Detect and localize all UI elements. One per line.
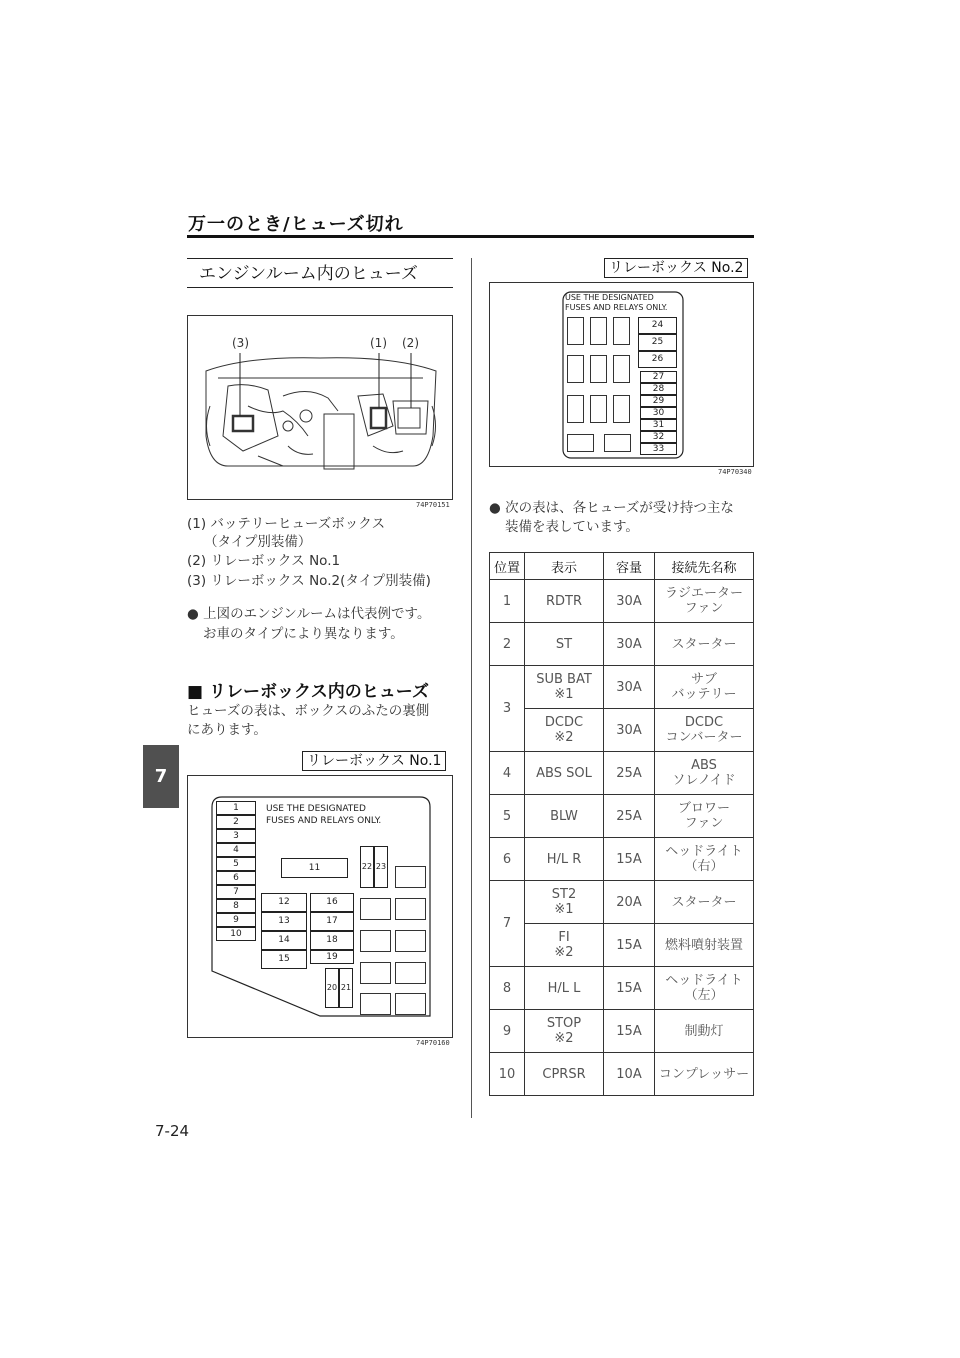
engine-section-title: エンジンルーム内のヒューズ — [187, 258, 453, 288]
relay2-fuse-33: 33 — [640, 443, 677, 455]
cell-label: FI ※2 — [525, 924, 604, 967]
cell-position: 5 — [490, 795, 525, 838]
cell-position: 10 — [490, 1053, 525, 1096]
cell-destination: ブロワー ファン — [655, 795, 754, 838]
header-label: 表示 — [525, 553, 604, 580]
relay1-fuse-4: 4 — [216, 843, 256, 857]
relay2-fuse-32: 32 — [640, 431, 677, 443]
cell-destination: コンプレッサー — [655, 1053, 754, 1096]
relay1-fuse-2: 2 — [216, 815, 256, 829]
cell-capacity: 15A — [604, 1010, 655, 1053]
table-row — [490, 1010, 754, 1053]
cell-label: CPRSR — [525, 1053, 604, 1096]
relay1-fuse-6: 6 — [216, 871, 256, 885]
relay2-fuse-28: 28 — [640, 383, 677, 395]
relay2-fuse-30: 30 — [640, 407, 677, 419]
cell-position: 3 — [490, 666, 525, 752]
cell-label: DCDC ※2 — [525, 709, 604, 752]
engine-note-line1: ● 上図のエンジンルームは代表例です。 — [187, 606, 431, 622]
relay2-slot — [613, 317, 630, 345]
relay2-slot — [567, 355, 584, 383]
relay2-notice-1: USE THE DESIGNATED — [565, 293, 654, 302]
relay1-fuse-19: 19 — [310, 950, 354, 964]
relay2-fuse-31: 31 — [640, 419, 677, 431]
cell-destination: ラジエーター ファン — [655, 580, 754, 623]
table-row — [490, 838, 754, 881]
relay1-fuse-21: 21 — [339, 968, 353, 1008]
cell-position: 4 — [490, 752, 525, 795]
engine-room-figure — [187, 315, 453, 500]
engine-item-1-note: （タイプ別装備） — [204, 534, 312, 550]
relay2-slot — [567, 434, 594, 452]
engine-item-1: (1) バッテリーヒューズボックス — [187, 516, 386, 532]
relay1-label: リレーボックス No.1 — [302, 751, 446, 771]
cell-destination: スターター — [655, 881, 754, 924]
callout-3: (3) — [232, 336, 249, 350]
engine-item-3: (3) リレーボックス No.2(タイプ別装備) — [187, 573, 431, 589]
cell-capacity: 15A — [604, 967, 655, 1010]
table-header-row — [490, 553, 754, 580]
cell-capacity: 30A — [604, 580, 655, 623]
relay2-fuse-29: 29 — [640, 395, 677, 407]
relay1-slot — [360, 993, 391, 1015]
relay1-notice-1: USE THE DESIGNATED — [266, 804, 366, 814]
relay2-slot — [590, 395, 607, 423]
relay1-fuse-11: 11 — [281, 858, 348, 878]
relay2-fuse-24: 24 — [638, 317, 677, 334]
table-row — [490, 709, 754, 752]
header-destination: 接続先名称 — [655, 553, 754, 580]
relay1-fuse-5: 5 — [216, 857, 256, 871]
relay1-slot — [395, 930, 426, 952]
relay1-slot — [395, 866, 426, 888]
relay2-slot — [604, 434, 631, 452]
table-row — [490, 580, 754, 623]
cell-label: SUB BAT ※1 — [525, 666, 604, 709]
cell-destination: 燃料噴射装置 — [655, 924, 754, 967]
table-row — [490, 752, 754, 795]
relay1-slot — [395, 962, 426, 984]
page-number: 7-24 — [155, 1122, 190, 1140]
relay2-slot — [613, 395, 630, 423]
relay1-slot — [360, 962, 391, 984]
relay2-notice-2: FUSES AND RELAYS ONLY. — [565, 303, 668, 312]
cell-destination: ヘッドライト （左） — [655, 967, 754, 1010]
relay2-figure — [489, 282, 754, 467]
relay1-fuse-8: 8 — [216, 899, 256, 913]
cell-position: 6 — [490, 838, 525, 881]
cell-capacity: 10A — [604, 1053, 655, 1096]
table-row — [490, 666, 754, 709]
header-position: 位置 — [490, 553, 525, 580]
engine-note-line2: お車のタイプにより異なります。 — [203, 626, 404, 642]
cell-label: H/L L — [525, 967, 604, 1010]
cell-destination: DCDC コンバーター — [655, 709, 754, 752]
relay2-slot — [590, 355, 607, 383]
relay1-fuse-23: 23 — [374, 846, 388, 888]
relay2-slot — [567, 317, 584, 345]
relay2-label: リレーボックス No.2 — [604, 258, 748, 278]
cell-position: 8 — [490, 967, 525, 1010]
relay1-figure-code: 74P70160 — [416, 1039, 450, 1047]
relay1-fuse-20: 20 — [325, 968, 339, 1008]
relay2-fuse-26: 26 — [638, 351, 677, 368]
relay2-fuse-27: 27 — [640, 371, 677, 383]
cell-destination: 制動灯 — [655, 1010, 754, 1053]
relay1-slot — [360, 930, 391, 952]
relay1-fuse-17: 17 — [310, 912, 354, 931]
cell-capacity: 20A — [604, 881, 655, 924]
engine-item-2: (2) リレーボックス No.1 — [187, 553, 341, 569]
cell-label: H/L R — [525, 838, 604, 881]
table-row — [490, 1053, 754, 1096]
cell-destination: サブ バッテリー — [655, 666, 754, 709]
relay1-fuse-13: 13 — [261, 912, 307, 931]
relay-section-title: ■ リレーボックス内のヒューズ — [187, 682, 429, 702]
callout-2: (2) — [402, 336, 419, 350]
relay1-notice-2: FUSES AND RELAYS ONLY. — [266, 816, 382, 826]
table-row — [490, 795, 754, 838]
cell-position: 1 — [490, 580, 525, 623]
cell-destination: ABS ソレノイド — [655, 752, 754, 795]
relay1-figure — [187, 775, 453, 1038]
column-divider — [471, 258, 472, 1118]
table-row — [490, 623, 754, 666]
cell-capacity: 15A — [604, 838, 655, 881]
page-header-title: 万一のとき/ヒューズ切れ — [188, 214, 404, 235]
relay1-fuse-7: 7 — [216, 885, 256, 899]
cell-capacity: 30A — [604, 666, 655, 709]
table-row — [490, 967, 754, 1010]
relay1-fuse-1: 1 — [216, 801, 256, 815]
cell-label: ST2 ※1 — [525, 881, 604, 924]
callout-1: (1) — [370, 336, 387, 350]
cell-position: 9 — [490, 1010, 525, 1053]
cell-capacity: 25A — [604, 795, 655, 838]
cell-position: 2 — [490, 623, 525, 666]
cell-label: ST — [525, 623, 604, 666]
table-row — [490, 924, 754, 967]
cell-capacity: 30A — [604, 709, 655, 752]
relay1-fuse-12: 12 — [261, 893, 307, 912]
relay1-fuse-15: 15 — [261, 950, 307, 969]
cell-destination: ヘッドライト （右） — [655, 838, 754, 881]
relay2-figure-code: 74P70340 — [718, 468, 752, 476]
relay2-fuse-25: 25 — [638, 334, 677, 351]
cell-capacity: 15A — [604, 924, 655, 967]
cell-destination: スターター — [655, 623, 754, 666]
table-intro-line1: ● 次の表は、各ヒューズが受け持つ主な — [489, 500, 734, 516]
relay1-slot — [395, 993, 426, 1015]
cell-label: STOP ※2 — [525, 1010, 604, 1053]
cell-capacity: 30A — [604, 623, 655, 666]
relay2-slot — [613, 355, 630, 383]
fuse-table — [489, 552, 754, 1096]
header-capacity: 容量 — [604, 553, 655, 580]
table-intro-line2: 装備を表しています。 — [505, 519, 639, 535]
relay-section-text-1: ヒューズの表は、ボックスのふたの裏側 — [187, 703, 430, 719]
relay1-fuse-9: 9 — [216, 913, 256, 927]
header-rule — [187, 235, 754, 238]
cell-label: RDTR — [525, 580, 604, 623]
cell-label: ABS SOL — [525, 752, 604, 795]
chapter-tab: 7 — [143, 745, 179, 808]
relay1-fuse-10: 10 — [216, 927, 256, 941]
relay1-fuse-16: 16 — [310, 893, 354, 912]
relay1-fuse-14: 14 — [261, 931, 307, 950]
relay-section-text-2: にあります。 — [187, 722, 267, 738]
engine-figure-code: 74P70151 — [416, 501, 450, 509]
relay2-slot — [590, 317, 607, 345]
relay1-fuse-22: 22 — [360, 846, 374, 888]
cell-label: BLW — [525, 795, 604, 838]
relay1-slot — [395, 898, 426, 920]
cell-position: 7 — [490, 881, 525, 967]
relay2-slot — [567, 395, 584, 423]
table-row — [490, 881, 754, 924]
cell-capacity: 25A — [604, 752, 655, 795]
relay1-slot — [360, 898, 391, 920]
relay1-fuse-18: 18 — [310, 931, 354, 950]
relay1-fuse-3: 3 — [216, 829, 256, 843]
